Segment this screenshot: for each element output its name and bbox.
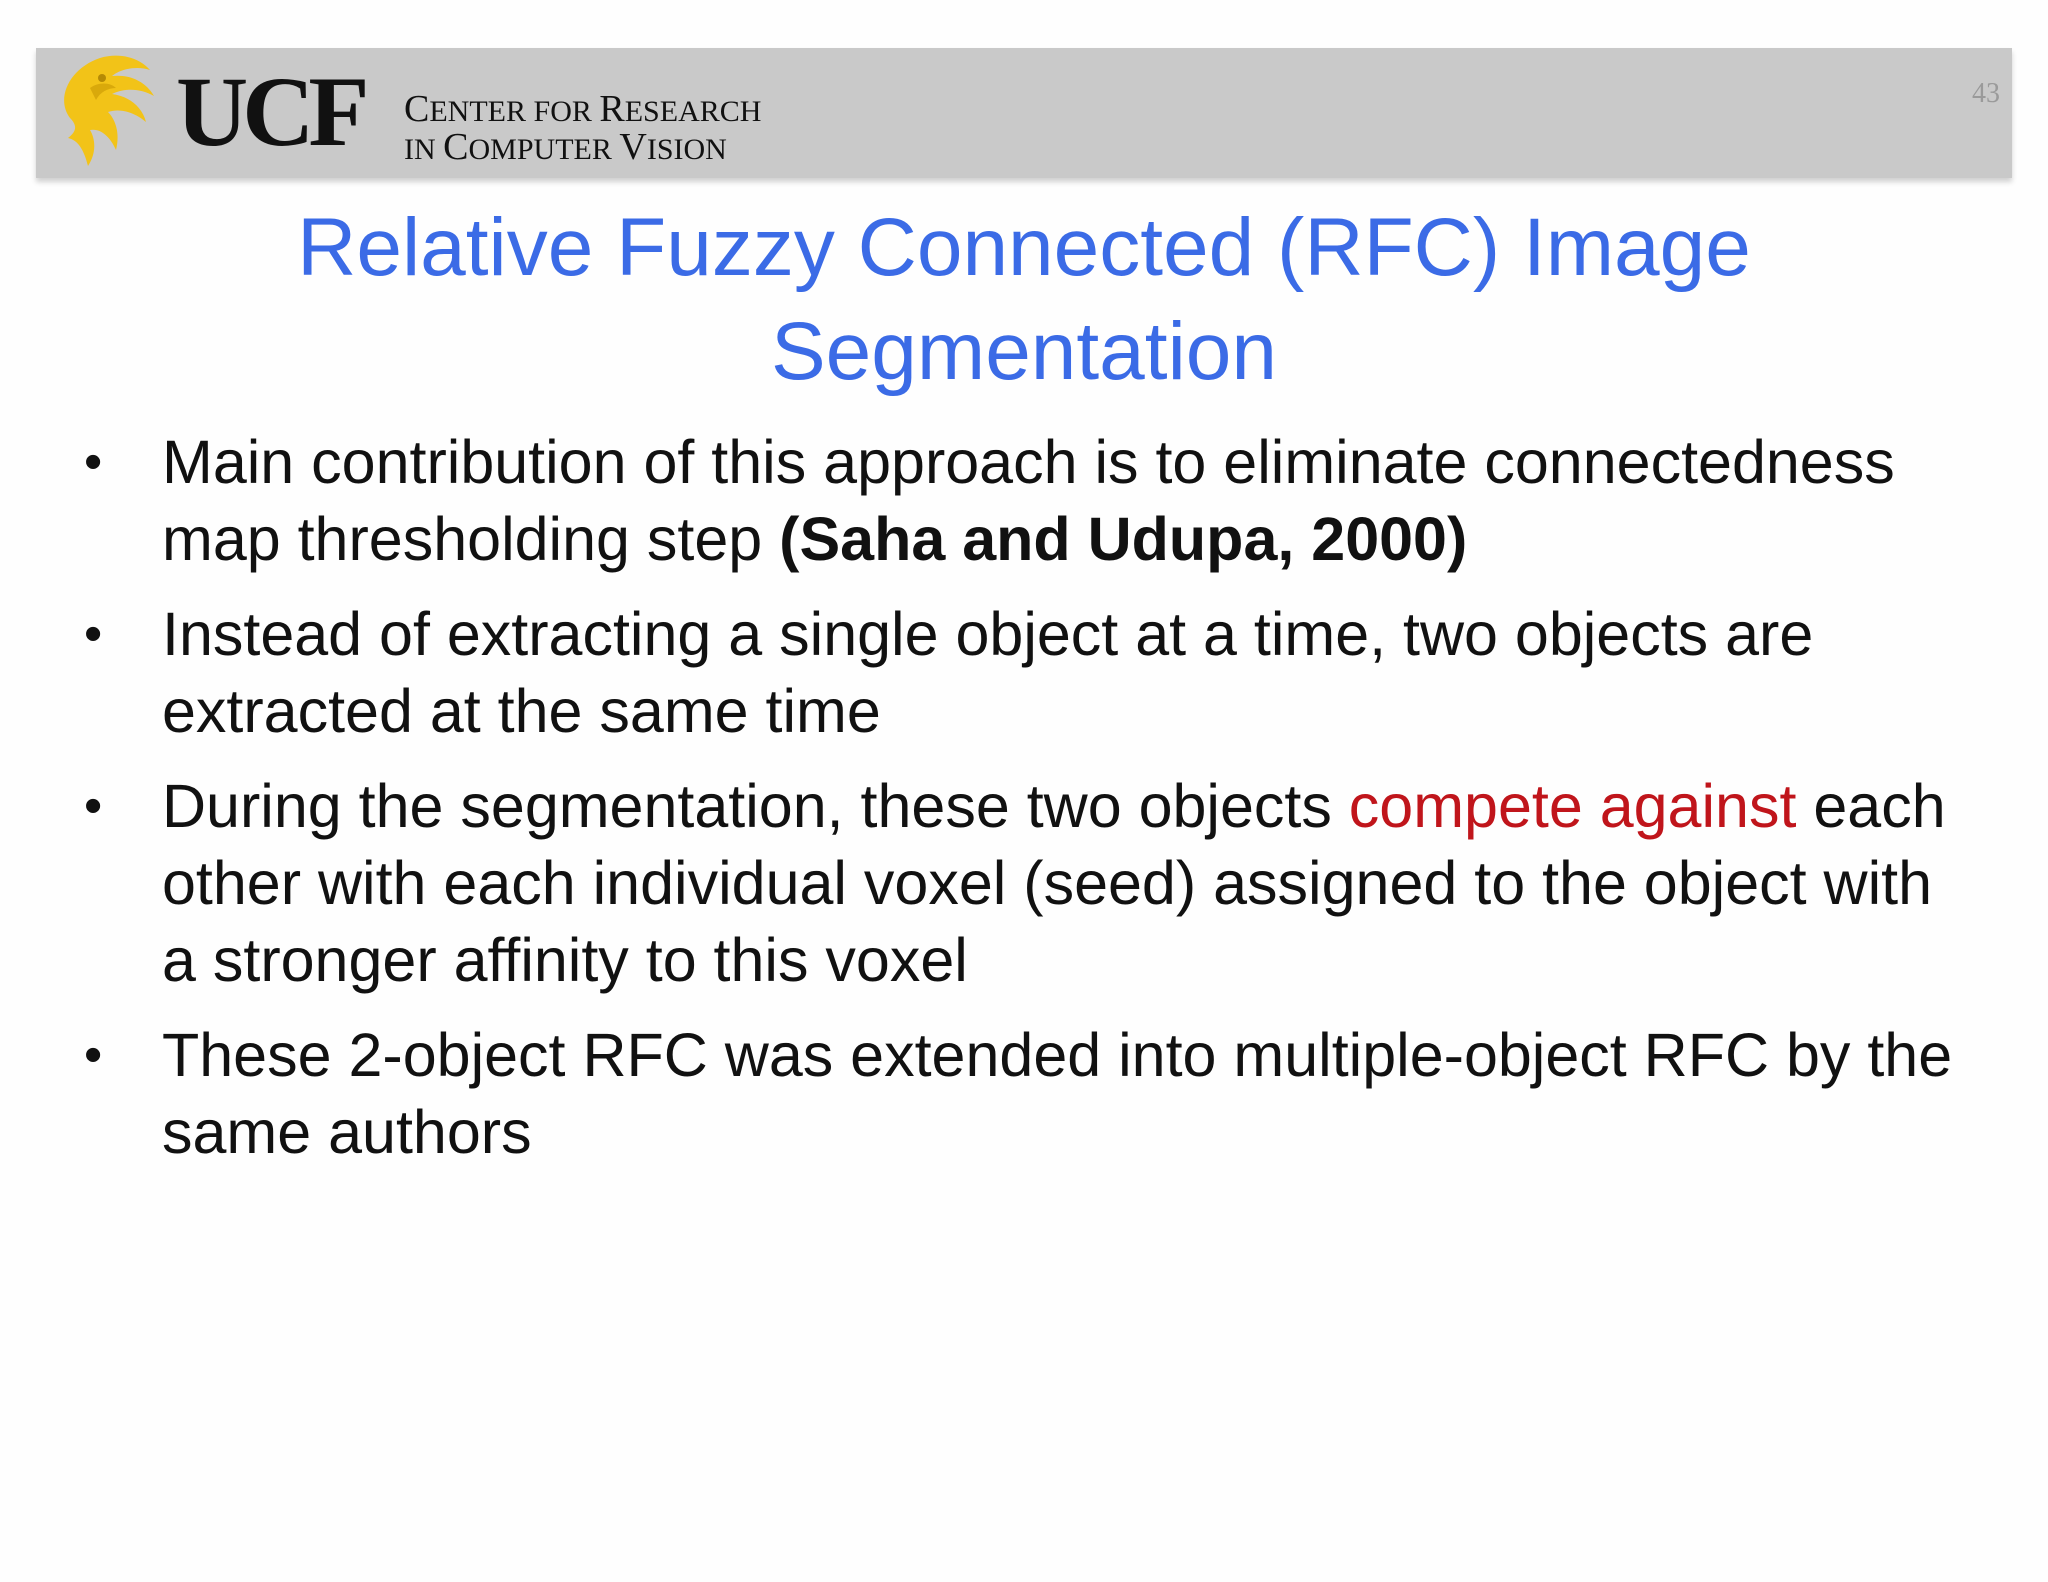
bullet-text: Instead of extracting a single object at a time, two objects are extracted at the same time (162, 600, 1814, 745)
bullet-item-4 (80, 1017, 1980, 1171)
bullet-marker: • (84, 605, 103, 663)
highlighted-text: compete against (1348, 772, 1797, 840)
bullet-text-continued: each other with each individual voxel (seed) assigned to the object with a stronger affinity to this voxel (162, 772, 1946, 994)
ucf-logo-text: UCF (176, 56, 364, 167)
slide-title (100, 196, 1948, 404)
citation: (Saha and Udupa, 2000) (779, 505, 1468, 573)
bullet-text: Main contribution of this approach is to eliminate connectedness map thresholding step (162, 428, 1895, 573)
title-line-2: Segmentation (770, 306, 1277, 397)
bullet-marker: • (84, 1026, 103, 1084)
bullet-item-1 (80, 424, 1980, 578)
center-name-line1: CENTER FOR RESEARCH (404, 88, 762, 130)
slide-number: 43 (1972, 78, 2000, 109)
pegasus-icon (50, 48, 170, 172)
center-name-line2: IN COMPUTER VISION (404, 126, 727, 168)
title-line-1: Relative Fuzzy Connected (RFC) Image (297, 202, 1751, 293)
bullet-text: During the segmentation, these two objects (162, 772, 1349, 840)
bullet-marker: • (84, 777, 103, 835)
bullet-list (80, 424, 1980, 1189)
bullet-item-3 (80, 768, 1980, 999)
bullet-marker: • (84, 433, 103, 491)
bullet-text: These 2-object RFC was extended into multiple-object RFC by the same authors (162, 1021, 1953, 1166)
bullet-item-2 (80, 596, 1980, 750)
